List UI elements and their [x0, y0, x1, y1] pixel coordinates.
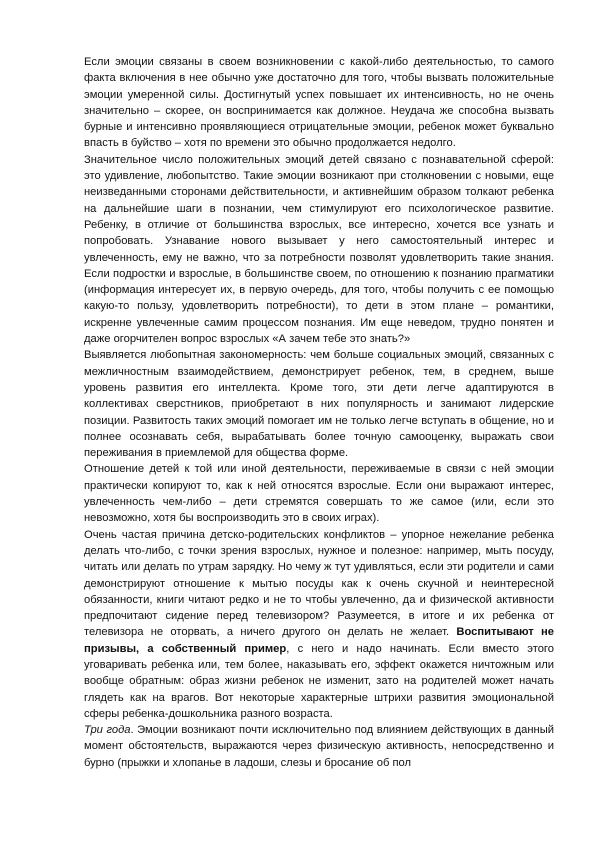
paragraph-6 — [84, 722, 554, 771]
paragraph-4: Отношение детей к той или иной деятельности, переживаемые в связи с ней эмоции практически копируют то, как к ней относятся взрослые. Если они выражают интерес, увлеченность чем-либо – дети стремятся совершать то же самое (или, если это невозможно, хотя бы воспроизводить это в своих играх). — [84, 463, 554, 525]
emphasis-bold: Воспитывают не призывы, а собственный пример — [84, 626, 554, 655]
paragraph-5-text-start: Очень частая причина детско-родительских конфликтов – упорное нежелание ребенка делать что-либо, с точки зрения взрослых, нужное и полезное: например, мыть посуду, читать или делать по утрам зарядку. Но чему ж тут удивляться, если эти родители и сами демонстрируют отношение к мытью посуды как к очень скучной и неинтересной обязанности, книги читают редко и не то чтобы увлеченно, да и физической активности предпочитают сидение перед телевизором? Разумеется, в итоге и их ребенка от телевизора не оторвать, а ничего другого он делать не желает. — [84, 528, 554, 639]
paragraph-5 — [84, 527, 554, 723]
paragraph-1: Если эмоции связаны в своем возникновении с какой-либо деятельностью, то самого факта включения в нее обычно уже достаточно для того, чтобы вызвать положительные эмоции умеренной силы. Достигнутый успех повышает их интенсивность, но не очень значительно – скорее, он воспринимается как должное. Неудача же способна вызвать бурные и интенсивно проявляющиеся отрицательные эмоции, ребенок может буквально впасть в буйство – хотя по времени это обычно продолжается недолго. — [84, 56, 554, 150]
paragraph-3: Выявляется любопытная закономерность: чем больше социальных эмоций, связанных с межличностным взаимодействием, демонстрирует ребенок, тем, в среднем, выше уровень развития его интеллекта. Кроме того, эти дети легче адаптируются в коллективах сверстников, приобретают в них популярность и занимают лидерские позиции. Развитость таких эмоций помогает им не только легче вступать в общение, но и полнее осознавать себя, вырабатывать более точную самооценку, выражать свои переживания в приемлемой для общества форме. — [84, 349, 554, 460]
paragraph-2: Значительное число положительных эмоций детей связано с познавательной сферой: это удивление, любопытство. Такие эмоции возникают при столкновении с новыми, еще неизведанными сторонами действительности, и активнейшим образом толкают ребенка на дальнейшие шаги в познании, чем стимулируют его психологическое развитие. Ребенку, в отличие от большинства взрослых, все интересно, хочется все узнать и попробовать. Узнавание нового вызывает у него самостоятельный интерес и увлеченность, ему не важно, что за потребности позволят удовлетворить такие знания. Если подростки и взрослые, в большинстве своем, по отношению к познанию прагматики (информация интересует их, в первую очередь, для того, чтобы получить с ее помощью какую-то пользу, удовлетворить потребности), то дети в этом плане – романтики, искренне увлеченные самим процессом познания. Им еще неведом, трудно понятен и даже огорчителен вопрос взрослых «А зачем тебе это знать?» — [84, 153, 554, 346]
paragraph-6-text: . Эмоции возникают почти исключительно под влиянием действующих в данный момент обстоятельств, выражаются через физическую активность, непосредственно и бурно (прыжки и хлопанье в ладоши, слезы и бросание об пол — [84, 724, 554, 769]
paragraph-5-text-end: , с него и надо начинать. Если вместо этого уговаривать ребенка или, тем более, наказывать его, эффект окажется ничтожным или вообще обратным: образ жизни ребенок не изменит, зато на родителей может начать глядеть как на врагов. Вот некоторые характерные штрихи развития эмоциональной сферы ребенка-дошкольника разного возраста. — [84, 642, 554, 720]
age-heading-italic: Три года — [84, 724, 131, 737]
document-page — [84, 54, 554, 771]
